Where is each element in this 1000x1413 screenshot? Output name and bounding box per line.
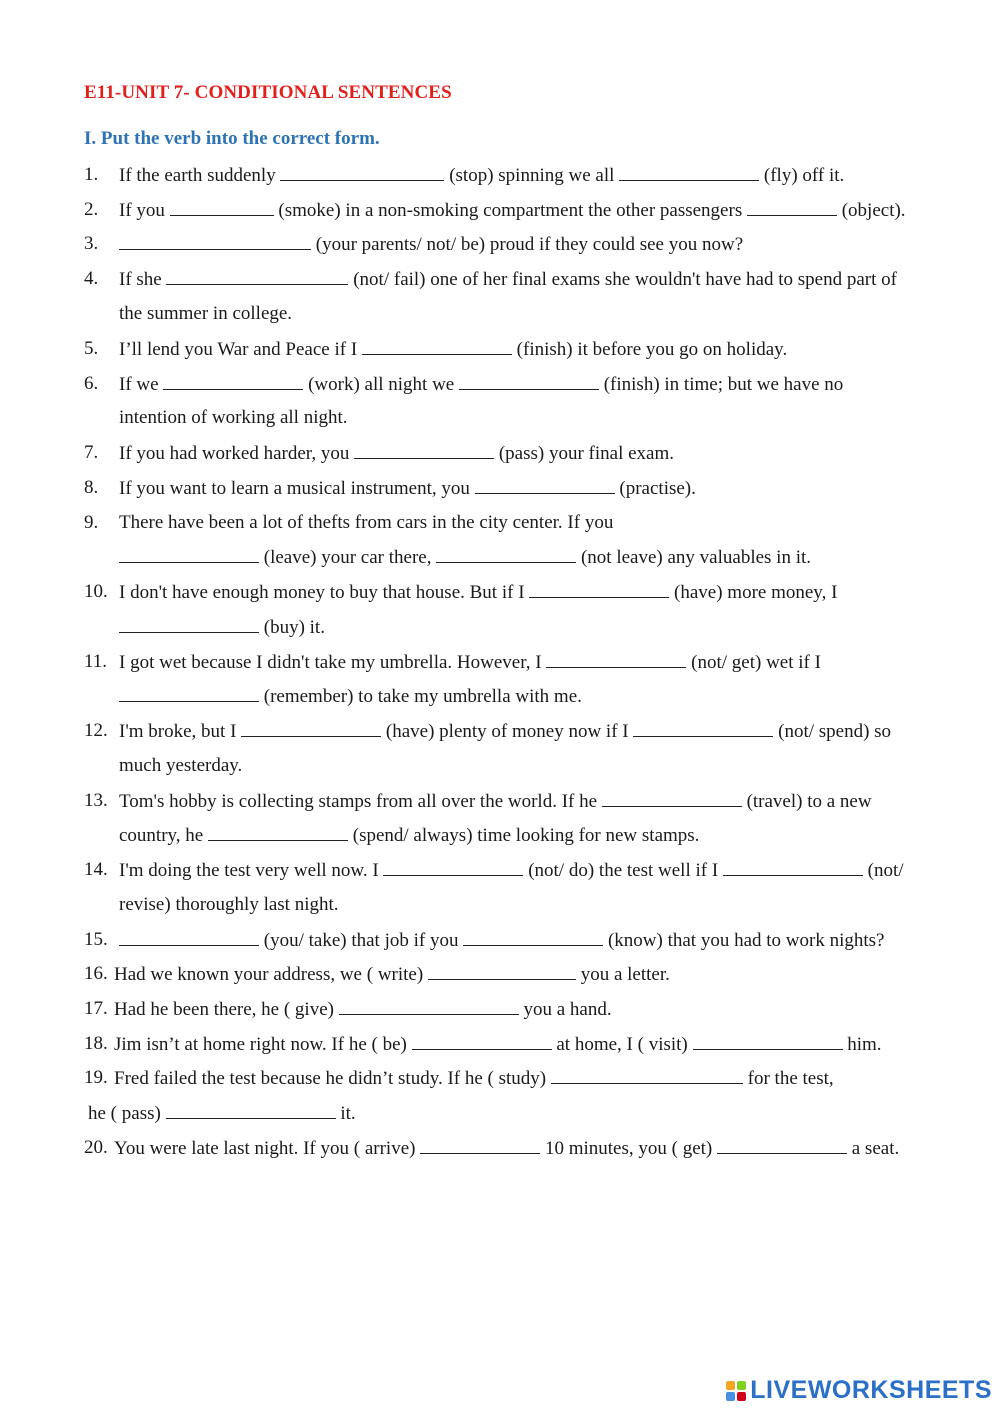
question-segment: (finish) in time; but we have no (598, 374, 844, 395)
question-segment: (know) that you had to work nights? (603, 930, 885, 951)
question-segment: at home, I ( visit) (551, 1034, 693, 1055)
question-segment: he ( pass) (88, 1103, 166, 1124)
question-segment: 10 minutes, you ( get) (540, 1138, 717, 1159)
answer-blank[interactable] (463, 928, 603, 946)
question-text (119, 406, 348, 430)
question-number: 3. (84, 233, 99, 254)
answer-blank[interactable] (208, 823, 348, 841)
question-segment: (object). (836, 200, 906, 221)
question-segment: If you want to learn a musical instrument, you (119, 478, 475, 499)
question-text (119, 650, 821, 675)
answer-blank[interactable] (163, 372, 303, 390)
question-segment: (spend/ always) time looking for new stamps. (348, 825, 700, 846)
question-segment: (your parents/ not/ be) proud if they could see you now? (311, 234, 744, 255)
question-number: 4. (84, 268, 99, 289)
question-segment: (finish) it before you go on holiday. (511, 339, 788, 360)
question-number: 6. (84, 373, 99, 394)
question-segment: (not/ get) wet if I (686, 652, 821, 673)
answer-blank[interactable] (551, 1066, 743, 1084)
question-number: 12. (84, 720, 108, 741)
logo-icon (726, 1381, 746, 1401)
answer-blank[interactable] (119, 232, 311, 250)
question-segment: Fred failed the test because he didn’t study. If he ( study) (114, 1068, 551, 1089)
question-segment: If she (119, 269, 167, 290)
question-segment: If you (119, 200, 170, 221)
question-segment: (leave) your car there, (259, 547, 437, 568)
question-text (119, 615, 325, 640)
question-text (119, 302, 292, 326)
question-segment: I'm broke, but I (119, 721, 242, 742)
question-segment: intention of working all night. (119, 407, 348, 428)
answer-blank[interactable] (693, 1032, 843, 1050)
question-number: 5. (84, 338, 99, 359)
question-text (114, 1136, 899, 1161)
question-number: 15. (84, 929, 108, 950)
question-text (119, 684, 582, 709)
question-segment: a seat. (847, 1138, 900, 1159)
question-segment: him. (842, 1034, 882, 1055)
question-segment: (smoke) in a non-smoking compartment the other passengers (273, 200, 747, 221)
answer-blank[interactable] (602, 789, 742, 807)
question-segment: the summer in college. (119, 303, 293, 324)
question-text (114, 997, 612, 1022)
question-number: 18. (84, 1033, 108, 1054)
answer-blank[interactable] (119, 545, 259, 563)
answer-blank[interactable] (362, 337, 512, 355)
question-number: 17. (84, 998, 108, 1019)
question-segment: Had we known your address, we ( write) (114, 964, 428, 985)
question-text (119, 441, 674, 466)
question-text (119, 198, 906, 223)
question-segment: it. (335, 1103, 356, 1124)
question-segment: much yesterday. (119, 755, 243, 776)
question-segment: country, he (119, 825, 208, 846)
question-number: 16. (84, 963, 108, 984)
answer-blank[interactable] (166, 1101, 336, 1119)
section-heading: I. Put the verb into the correct form. (84, 128, 380, 149)
answer-blank[interactable] (412, 1032, 552, 1050)
question-segment: (not/ (862, 860, 904, 881)
question-segment: There have been a lot of thefts from cars in the city center. If you (119, 512, 614, 533)
question-text (119, 719, 891, 744)
question-number: 20. (84, 1137, 108, 1158)
answer-blank[interactable] (119, 928, 259, 946)
question-segment: (stop) spinning we all (444, 165, 620, 186)
question-segment: Had he been there, he ( give) (114, 999, 339, 1020)
answer-blank[interactable] (546, 650, 686, 668)
question-number: 11. (84, 651, 108, 672)
answer-blank[interactable] (428, 962, 576, 980)
question-segment: (practise). (614, 478, 696, 499)
question-text (119, 858, 904, 883)
question-text (119, 372, 843, 397)
question-text (114, 1032, 882, 1057)
answer-blank[interactable] (717, 1136, 847, 1154)
question-segment: If we (119, 374, 164, 395)
page-title: E11-UNIT 7- CONDITIONAL SENTENCES (84, 82, 452, 103)
question-text (119, 232, 743, 257)
question-segment: for the test, (742, 1068, 834, 1089)
question-segment: If the earth suddenly (119, 165, 281, 186)
answer-blank[interactable] (459, 372, 599, 390)
question-segment: (not/ spend) so (773, 721, 892, 742)
question-text (114, 1066, 834, 1091)
question-text (119, 580, 837, 605)
answer-blank[interactable] (170, 198, 274, 216)
answer-blank[interactable] (241, 719, 381, 737)
question-number: 13. (84, 790, 108, 811)
answer-blank[interactable] (619, 163, 759, 181)
answer-blank[interactable] (119, 615, 259, 633)
question-text (119, 928, 884, 953)
answer-blank[interactable] (280, 163, 444, 181)
question-number: 9. (84, 512, 99, 533)
question-text (119, 163, 844, 188)
question-text (88, 1101, 356, 1126)
question-text (119, 789, 872, 814)
question-segment: (not leave) any valuables in it. (576, 547, 812, 568)
question-segment: You were late last night. If you ( arrive) (114, 1138, 421, 1159)
question-segment: (pass) your final exam. (494, 443, 675, 464)
answer-blank[interactable] (633, 719, 773, 737)
question-segment: I got wet because I didn't take my umbrella. However, I (119, 652, 547, 673)
question-text (119, 511, 613, 535)
question-segment: I don't have enough money to buy that house. But if I (119, 582, 530, 603)
question-text (119, 754, 242, 778)
question-number: 10. (84, 581, 108, 602)
question-segment: Tom's hobby is collecting stamps from all over the world. If he (119, 791, 602, 812)
question-segment: (buy) it. (259, 617, 325, 638)
question-text (119, 893, 339, 917)
answer-blank[interactable] (475, 476, 615, 494)
question-segment: (travel) to a new (741, 791, 872, 812)
logo-text: LIVEWORKSHEETS (750, 1376, 992, 1404)
answer-blank[interactable] (354, 441, 494, 459)
question-segment: I’ll lend you War and Peace if I (119, 339, 362, 360)
question-segment: (remember) to take my umbrella with me. (259, 686, 582, 707)
question-number: 19. (84, 1067, 108, 1088)
question-text (119, 476, 696, 501)
question-segment: (fly) off it. (759, 165, 845, 186)
answer-blank[interactable] (420, 1136, 540, 1154)
question-text (119, 267, 897, 292)
question-segment: (not/ do) the test well if I (523, 860, 723, 881)
question-number: 7. (84, 442, 99, 463)
question-segment: I'm doing the test very well now. I (119, 860, 384, 881)
question-number: 8. (84, 477, 99, 498)
answer-blank[interactable] (723, 858, 863, 876)
answer-blank[interactable] (383, 858, 523, 876)
question-segment: you a hand. (518, 999, 612, 1020)
answer-blank[interactable] (436, 545, 576, 563)
question-number: 14. (84, 859, 108, 880)
question-text (119, 823, 699, 848)
question-number: 2. (84, 199, 99, 220)
question-text (119, 337, 787, 362)
question-segment: (you/ take) that job if you (259, 930, 464, 951)
question-segment: you a letter. (575, 964, 670, 985)
answer-blank[interactable] (747, 198, 837, 216)
question-segment: (work) all night we (303, 374, 459, 395)
question-segment: Jim isn’t at home right now. If he ( be) (114, 1034, 412, 1055)
liveworksheets-logo (726, 1376, 992, 1405)
question-segment: (have) more money, I (669, 582, 838, 603)
question-segment: revise) thoroughly last night. (119, 894, 339, 915)
question-number: 1. (84, 164, 99, 185)
question-segment: If you had worked harder, you (119, 443, 355, 464)
answer-blank[interactable] (529, 580, 669, 598)
question-segment: (not/ fail) one of her final exams she wouldn't have had to spend part of (348, 269, 897, 290)
question-text (119, 545, 811, 570)
answer-blank[interactable] (339, 997, 519, 1015)
answer-blank[interactable] (166, 267, 348, 285)
answer-blank[interactable] (119, 684, 259, 702)
question-segment: (have) plenty of money now if I (381, 721, 634, 742)
question-text (114, 962, 670, 987)
